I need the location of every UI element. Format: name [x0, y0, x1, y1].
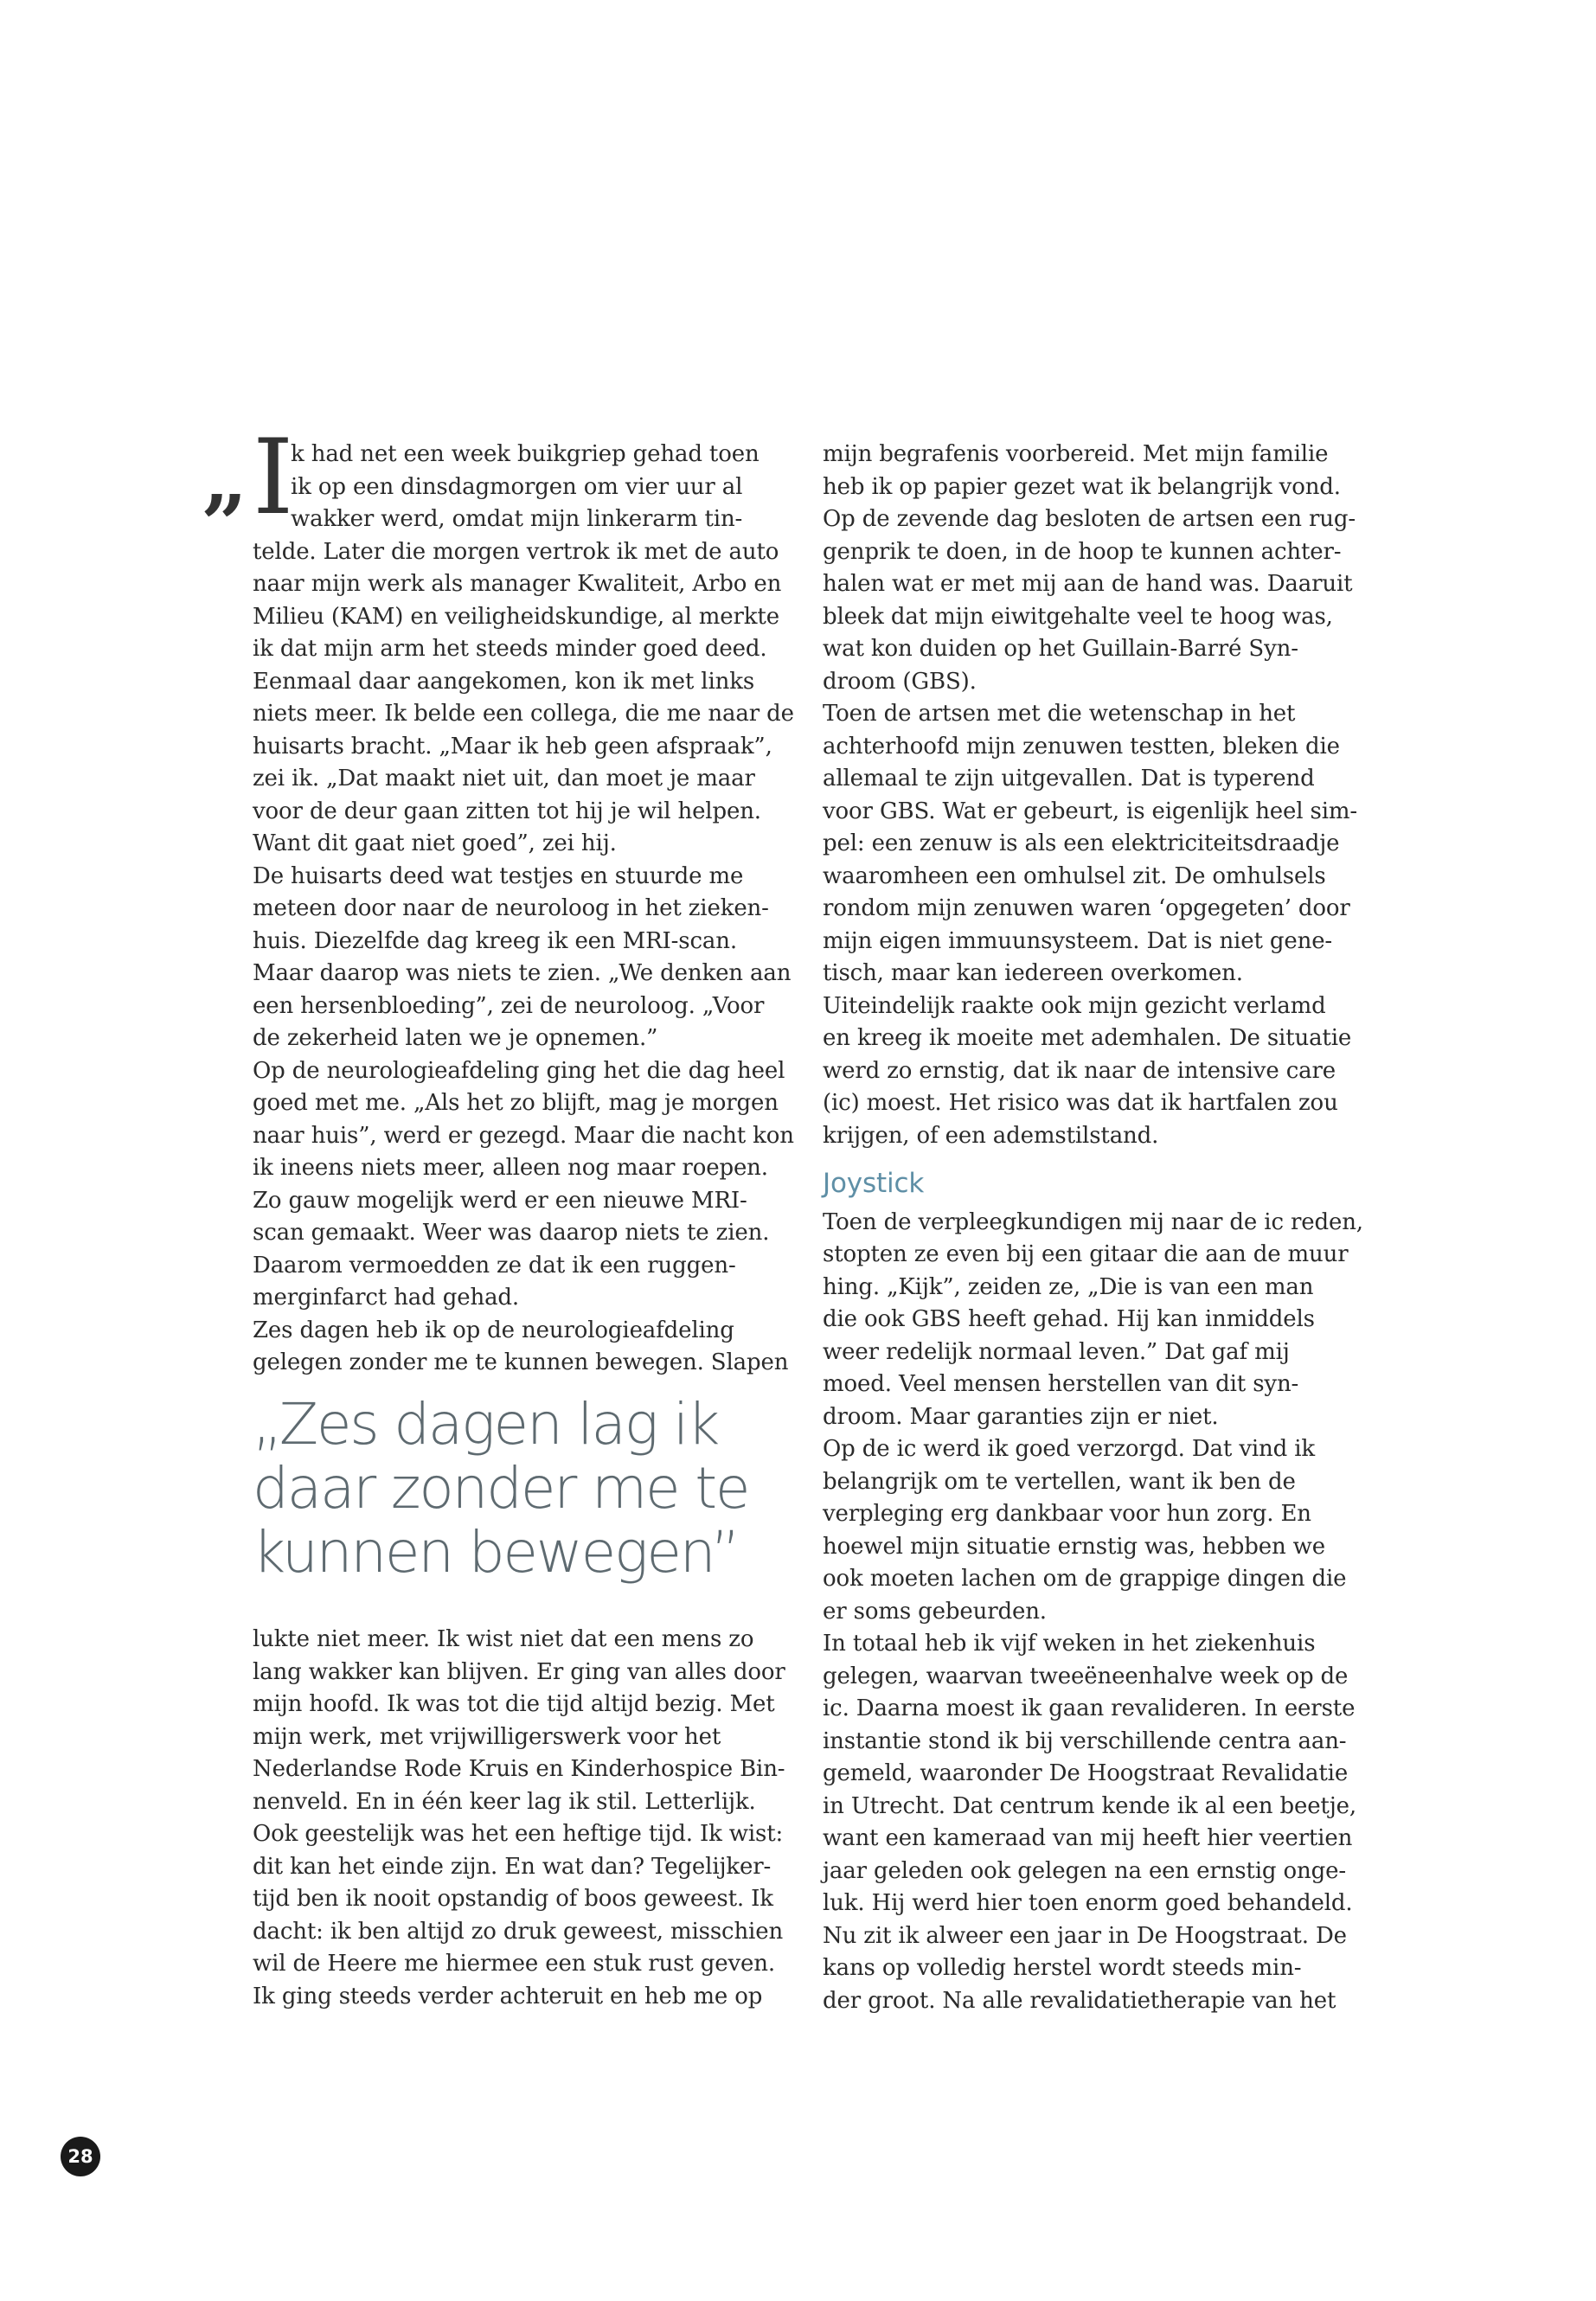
- text-line: krijgen, of een ademstilstand.: [823, 1122, 1159, 1149]
- text-line: mijn begrafenis voorbereid. Met mijn familie: [823, 441, 1329, 467]
- text-line: In totaal heb ik vijf weken in het ziekenhuis: [823, 1631, 1316, 1657]
- text-line: Zo gauw mogelijk werd er een nieuwe MRI-: [253, 1187, 747, 1214]
- page-number: 28: [61, 2137, 100, 2176]
- pull-quote: [253, 1393, 806, 1585]
- text-line: niets meer. Ik belde een collega, die me naar de: [253, 701, 794, 727]
- text-line: rondom mijn zenuwen waren ‘opgegeten’ door: [823, 895, 1350, 921]
- text-line: „Zes dagen lag ik: [253, 1391, 719, 1458]
- text-line: voor GBS. Wat er gebeurt, is eigenlijk heel sim-: [823, 798, 1358, 824]
- text-line: belangrijk om te vertellen, want ik ben de: [823, 1468, 1296, 1495]
- text-line: ook moeten lachen om de grappige dingen die: [823, 1566, 1347, 1592]
- text-line: droom. Maar garanties zijn er niet.: [823, 1403, 1219, 1430]
- text-line: Toen de artsen met die wetenschap in het: [823, 701, 1296, 727]
- text-line: (ic) moest. Het risico was dat ik hartfalen zou: [823, 1090, 1338, 1116]
- text-line: daar zonder me te: [253, 1455, 749, 1522]
- text-line: naar mijn werk als manager Kwaliteit, Arbo en: [253, 571, 782, 597]
- text-line: pel: een zenuw is als een elektriciteitsdraadje: [823, 830, 1340, 856]
- text-line: gelegen zonder me te kunnen bewegen. Slapen: [253, 1349, 789, 1375]
- text-line: dacht: ik ben altijd zo druk geweest, misschien: [253, 1918, 784, 1945]
- text-line: wakker werd, omdat mijn linkerarm tin-: [291, 506, 743, 532]
- text-line: Want dit gaat niet goed”, zei hij.: [253, 830, 617, 856]
- text-line: ic. Daarna moest ik gaan revalideren. In eerste: [823, 1695, 1356, 1721]
- text-line: Uiteindelijk raakte ook mijn gezicht verlamd: [823, 992, 1326, 1019]
- body-text-left-bottom: [253, 1624, 798, 2013]
- text-line: tisch, maar kan iedereen overkomen.: [823, 960, 1243, 986]
- text-line: Eenmaal daar aangekomen, kon ik met links: [253, 668, 755, 695]
- text-line: De huisarts deed wat testjes en stuurde me: [253, 862, 744, 889]
- text-line: bleek dat mijn eiwitgehalte veel te hoog was,: [823, 603, 1333, 630]
- text-line: wil de Heere me hiermee een stuk rust geven.: [253, 1951, 775, 1977]
- text-line: meteen door naar de neuroloog in het zieken-: [253, 895, 769, 921]
- text-line: allemaal te zijn uitgevallen. Dat is typerend: [823, 766, 1315, 792]
- text-line: ik dat mijn arm het steeds minder goed deed.: [253, 636, 767, 662]
- text-line: scan gemaakt. Weer was daarop niets te zien.: [253, 1220, 770, 1246]
- text-line: mijn hoofd. Ik was tot die tijd altijd bezig. Met: [253, 1691, 775, 1717]
- text-line: huisarts bracht. „Maar ik heb geen afspraak”,: [253, 733, 772, 760]
- text-line: halen wat er met mij aan de hand was. Daaruit: [823, 571, 1353, 597]
- text-line: er soms gebeurden.: [823, 1598, 1047, 1625]
- text-line: goed met me. „Als het zo blijft, mag je morgen: [253, 1090, 779, 1116]
- text-line: tijd ben ik nooit opstandig of boos geweest. Ik: [253, 1886, 773, 1912]
- text-line: telde. Later die morgen vertrok ik met de auto: [253, 538, 779, 565]
- text-line: in Utrecht. Dat centrum kende ik al een beetje,: [823, 1792, 1356, 1819]
- text-line: gelegen, waarvan tweeëneenhalve week op de: [823, 1663, 1349, 1689]
- text-line: zei ik. „Dat maakt niet uit, dan moet je maar: [253, 766, 755, 792]
- text-line: waaromheen een omhulsel zit. De omhulsels: [823, 862, 1326, 889]
- text-line: want een kameraad van mij heeft hier veertien: [823, 1825, 1353, 1851]
- text-line: instantie stond ik bij verschillende centra aan-: [823, 1727, 1347, 1754]
- text-line: jaar geleden ook gelegen na een ernstig onge-: [823, 1857, 1346, 1884]
- text-line: Daarom vermoedden ze dat ik een ruggen-: [253, 1252, 736, 1279]
- text-line: die ook GBS heeft gehad. Hij kan inmiddels: [823, 1306, 1315, 1332]
- text-line: mijn eigen immuunsysteem. Dat is niet gene-: [823, 927, 1333, 954]
- text-line: Op de ic werd ik goed verzorgd. Dat vind ik: [823, 1436, 1316, 1462]
- text-line: Op de neurologieafdeling ging het die dag heel: [253, 1057, 785, 1084]
- body-text-right-bottom: [823, 1207, 1368, 2018]
- text-line: luk. Hij werd hier toen enorm goed behandeld.: [823, 1890, 1353, 1916]
- quote-mark-icon: ”: [201, 478, 247, 571]
- text-line: en kreeg ik moeite met ademhalen. De situatie: [823, 1025, 1352, 1051]
- text-line: dit kan het einde zijn. En wat dan? Tegelijker-: [253, 1853, 772, 1880]
- text-line: heb ik op papier gezet wat ik belangrijk vond.: [823, 473, 1341, 500]
- text-line: wat kon duiden op het Guillain-Barré Syn-: [823, 636, 1298, 662]
- text-line: Nu zit ik alweer een jaar in De Hoogstraat. De: [823, 1922, 1347, 1949]
- text-line: genprik te doen, in de hoop te kunnen achter-: [823, 538, 1342, 565]
- text-line: Op de zevende dag besloten de artsen een rug-: [823, 506, 1356, 532]
- text-line: een hersenbloeding”, zei de neuroloog. „Voor: [253, 992, 765, 1019]
- text-line: Maar daarop was niets te zien. „We denken aan: [253, 960, 792, 986]
- text-line: Milieu (KAM) en veiligheidskundige, al merkte: [253, 603, 779, 630]
- text-line: Zes dagen heb ik op de neurologieafdeling: [253, 1317, 734, 1343]
- text-line: merginfarct had gehad.: [253, 1285, 520, 1311]
- subheading: Joystick: [823, 1168, 925, 1199]
- text-line: lukte niet meer. Ik wist niet dat een mens zo: [253, 1626, 754, 1652]
- column-right: [823, 439, 1368, 2017]
- text-line: achterhoofd mijn zenuwen testten, bleken die: [823, 733, 1340, 760]
- text-line: stopten ze even bij een gitaar die aan de muur: [823, 1241, 1349, 1267]
- text-line: ik ineens niets meer, alleen nog maar roepen.: [253, 1155, 768, 1181]
- drop-cap: I: [253, 418, 294, 538]
- text-line: lang wakker kan blijven. Er ging van alles door: [253, 1658, 785, 1685]
- text-line: voor de deur gaan zitten tot hij je wil helpen.: [253, 798, 761, 824]
- text-line: naar huis”, werd er gezegd. Maar die nacht kon: [253, 1122, 794, 1149]
- text-line: moed. Veel mensen herstellen van dit syn-: [823, 1371, 1299, 1397]
- text-line: hing. „Kijk”, zeiden ze, „Die is van een man: [823, 1273, 1314, 1300]
- text-line: kunnen bewegen”: [253, 1519, 739, 1586]
- text-line: werd zo ernstig, dat ik naar de intensive care: [823, 1057, 1336, 1084]
- text-line: ik op een dinsdagmorgen om vier uur al: [291, 473, 743, 500]
- text-line: weer redelijk normaal leven.” Dat gaf mij: [823, 1338, 1290, 1365]
- text-line: de zekerheid laten we je opnemen.”: [253, 1025, 658, 1051]
- text-line: k had net een week buikgriep gehad toen: [291, 441, 760, 467]
- body-text-right-top: [823, 439, 1368, 1152]
- text-line: Toen de verpleegkundigen mij naar de ic reden,: [823, 1208, 1363, 1235]
- text-line: hoewel mijn situatie ernstig was, hebben we: [823, 1533, 1326, 1560]
- text-line: Nederlandse Rode Kruis en Kinderhospice Bin-: [253, 1756, 785, 1782]
- text-line: Ik ging steeds verder achteruit en heb me op: [253, 1983, 763, 2009]
- text-line: kans op volledig herstel wordt steeds min-: [823, 1955, 1302, 1981]
- body-text-left-top: [253, 439, 798, 1380]
- text-line: Ook geestelijk was het een heftige tijd. Ik wist:: [253, 1821, 784, 1847]
- text-line: huis. Diezelfde dag kreeg ik een MRI-scan.: [253, 927, 737, 954]
- text-line: gemeld, waaronder De Hoogstraat Revalidatie: [823, 1760, 1349, 1786]
- text-line: mijn werk, met vrijwilligerswerk voor het: [253, 1723, 721, 1750]
- text-line: verpleging erg dankbaar voor hun zorg. En: [823, 1501, 1311, 1527]
- text-line: droom (GBS).: [823, 668, 977, 695]
- text-line: der groot. Na alle revalidatietherapie van het: [823, 1987, 1336, 2014]
- text-line: nenveld. En in één keer lag ik stil. Letterlijk.: [253, 1788, 756, 1815]
